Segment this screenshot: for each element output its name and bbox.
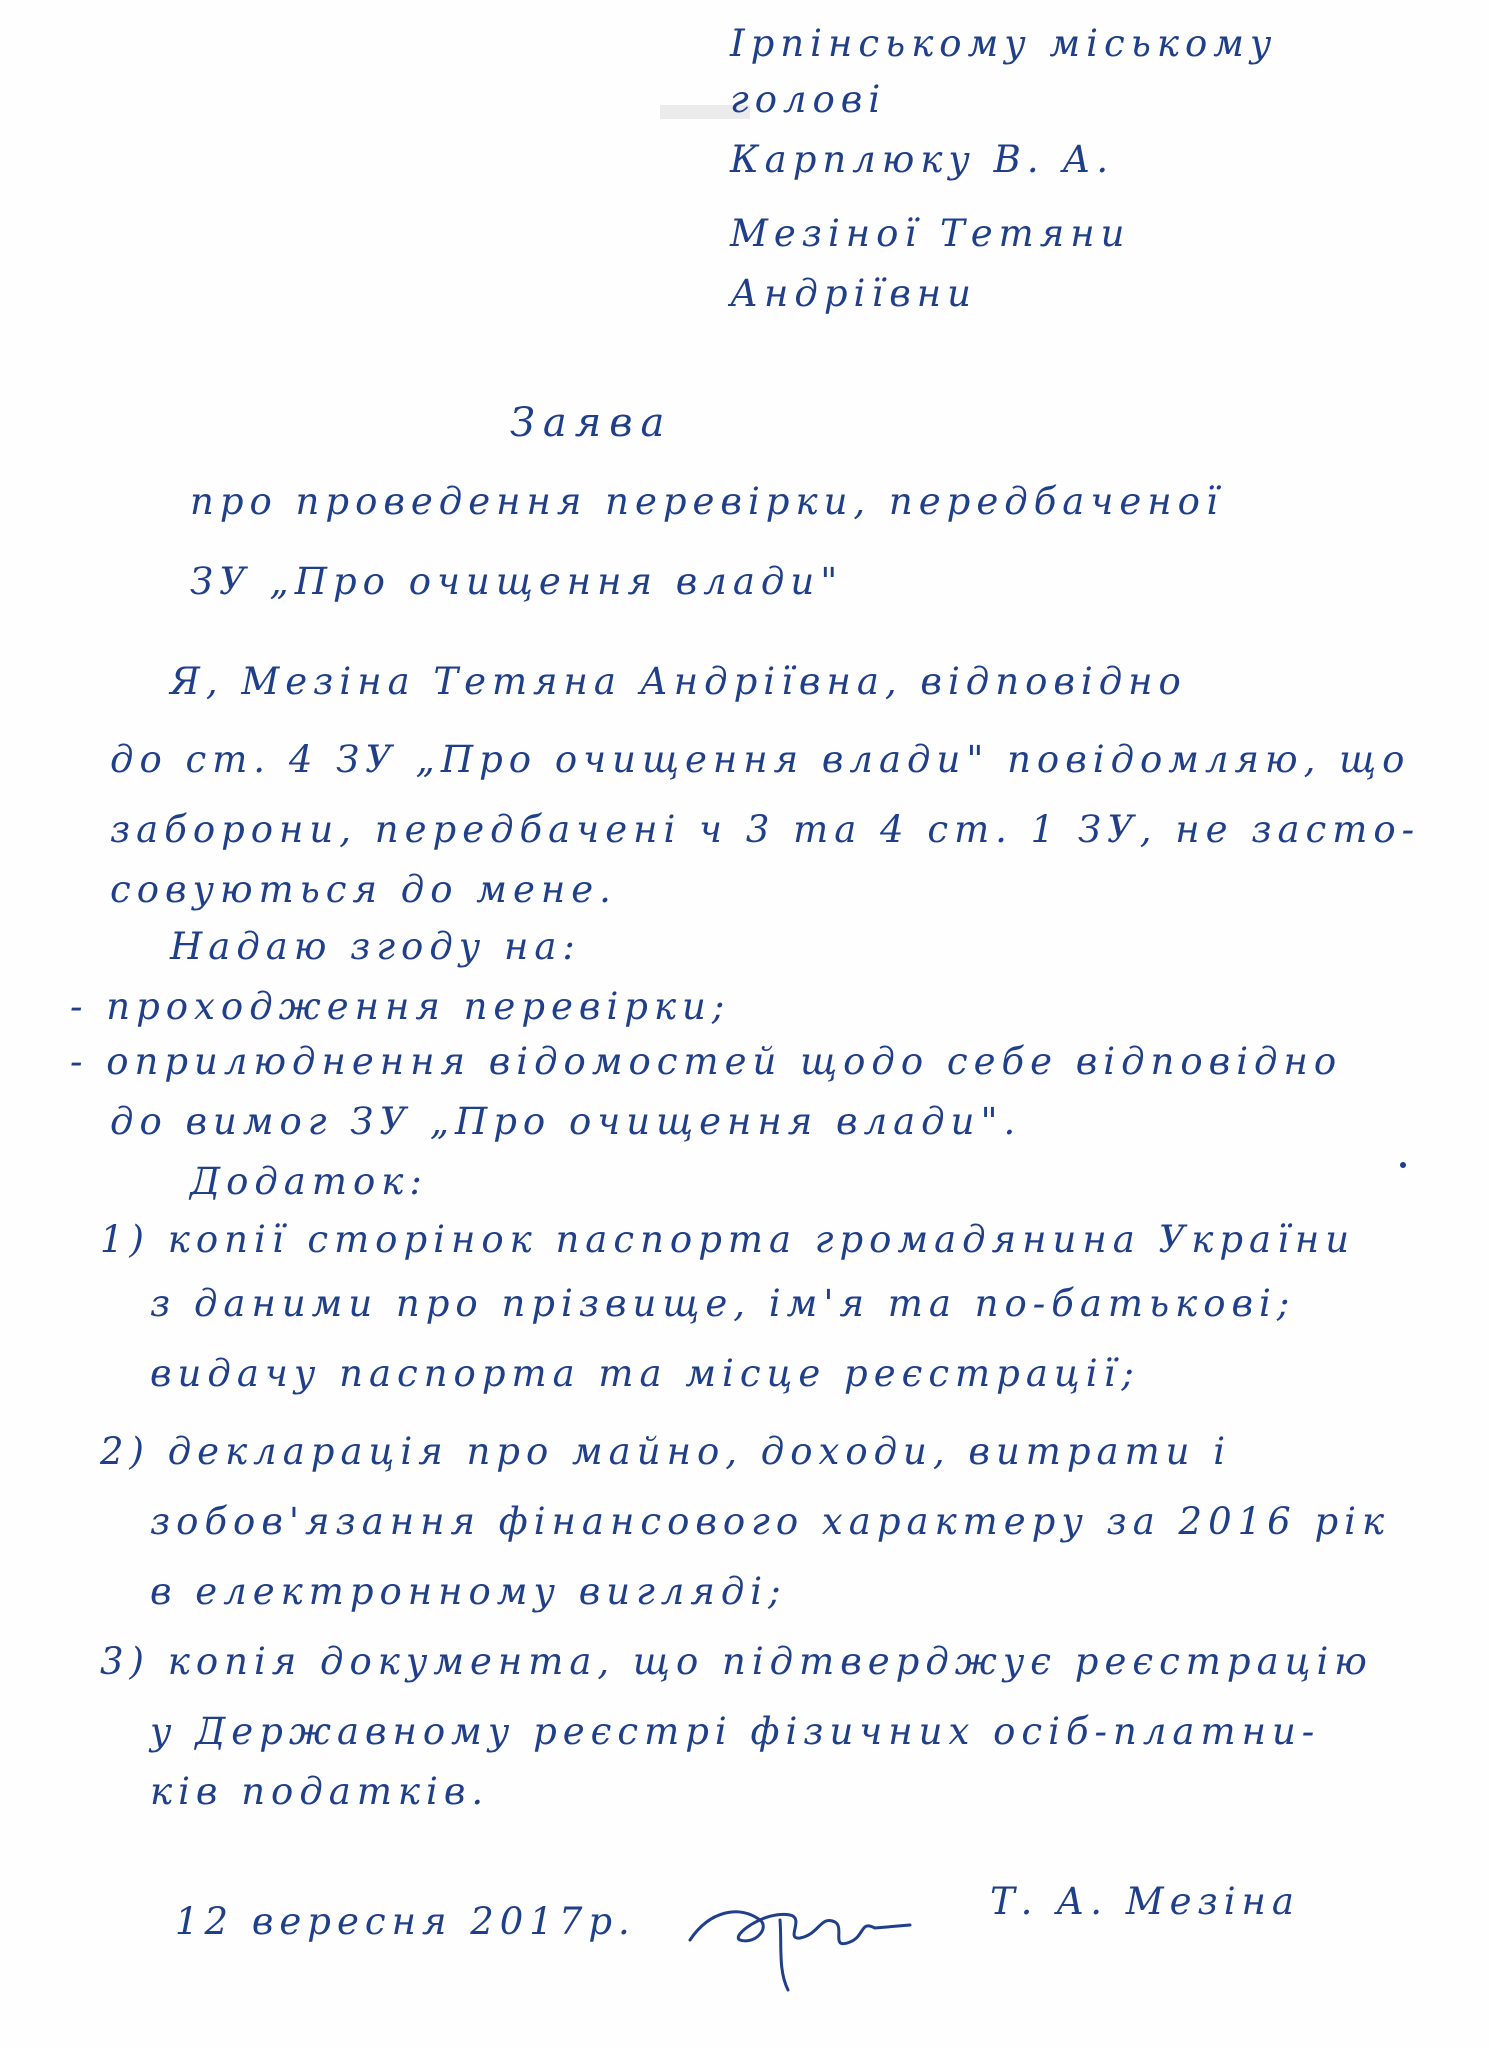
document-date: 12 вересня 2017р. [175, 1900, 636, 1943]
body-line-3: заборони, передбачені ч 3 та 4 ст. 1 ЗУ, не засто- [110, 808, 1421, 851]
attachment-1-line-2: з даними про прізвище, ім'я та по-батькові; [150, 1282, 1296, 1325]
subtitle-line-2: ЗУ „Про очищення влади" [190, 560, 844, 603]
addressee-line-3: Карплюку В. А. [730, 138, 1115, 181]
attachment-1-line-1: 1) копії сторінок паспорта громадянина України [100, 1218, 1356, 1261]
subtitle-line-1: про проведення перевірки, передбаченої [190, 480, 1224, 523]
addressee-line-2: голові [730, 78, 887, 121]
body-line-4: совуються до мене. [110, 868, 617, 911]
attachment-3-line-3: ків податків. [150, 1770, 490, 1813]
body-line-2: до ст. 4 ЗУ „Про очищення влади" повідомляю, що [110, 738, 1411, 781]
attachment-3-line-2: у Державному реєстрі фізичних осіб-платни- [150, 1710, 1321, 1753]
consent-item-2-line-1: - оприлюднення відомостей щодо себе відповідно [70, 1040, 1343, 1083]
applicant-line-2: Андріївни [730, 272, 977, 315]
attachment-2-line-2: зобов'язання фінансового характеру за 2016 рік [150, 1500, 1391, 1543]
consent-intro: Надаю згоду на: [170, 925, 581, 968]
applicant-line-1: Мезіної Тетяни [730, 212, 1131, 255]
attachment-3-line-1: 3) копія документа, що підтверджує реєстрацію [100, 1640, 1373, 1683]
attachment-2-line-3: в електронному вигляді; [150, 1570, 787, 1613]
document-title: Заява [510, 400, 673, 446]
attachments-title: Додаток: [190, 1160, 428, 1203]
consent-item-1: - проходження перевірки; [70, 985, 731, 1028]
addressee-line-1: Ірпінському міському [730, 22, 1278, 65]
handwritten-signature [670, 1870, 940, 2000]
attachment-1-line-3: видачу паспорта та місце реєстрації; [150, 1352, 1140, 1395]
body-line-1: Я, Мезіна Тетяна Андріївна, відповідно [170, 660, 1187, 703]
signature-name: Т. А. Мезіна [990, 1880, 1300, 1923]
consent-item-2-line-2: до вимог ЗУ „Про очищення влади". [110, 1100, 1022, 1143]
ink-dot [1400, 1162, 1406, 1168]
attachment-2-line-1: 2) декларація про майно, доходи, витрати і [100, 1430, 1232, 1473]
